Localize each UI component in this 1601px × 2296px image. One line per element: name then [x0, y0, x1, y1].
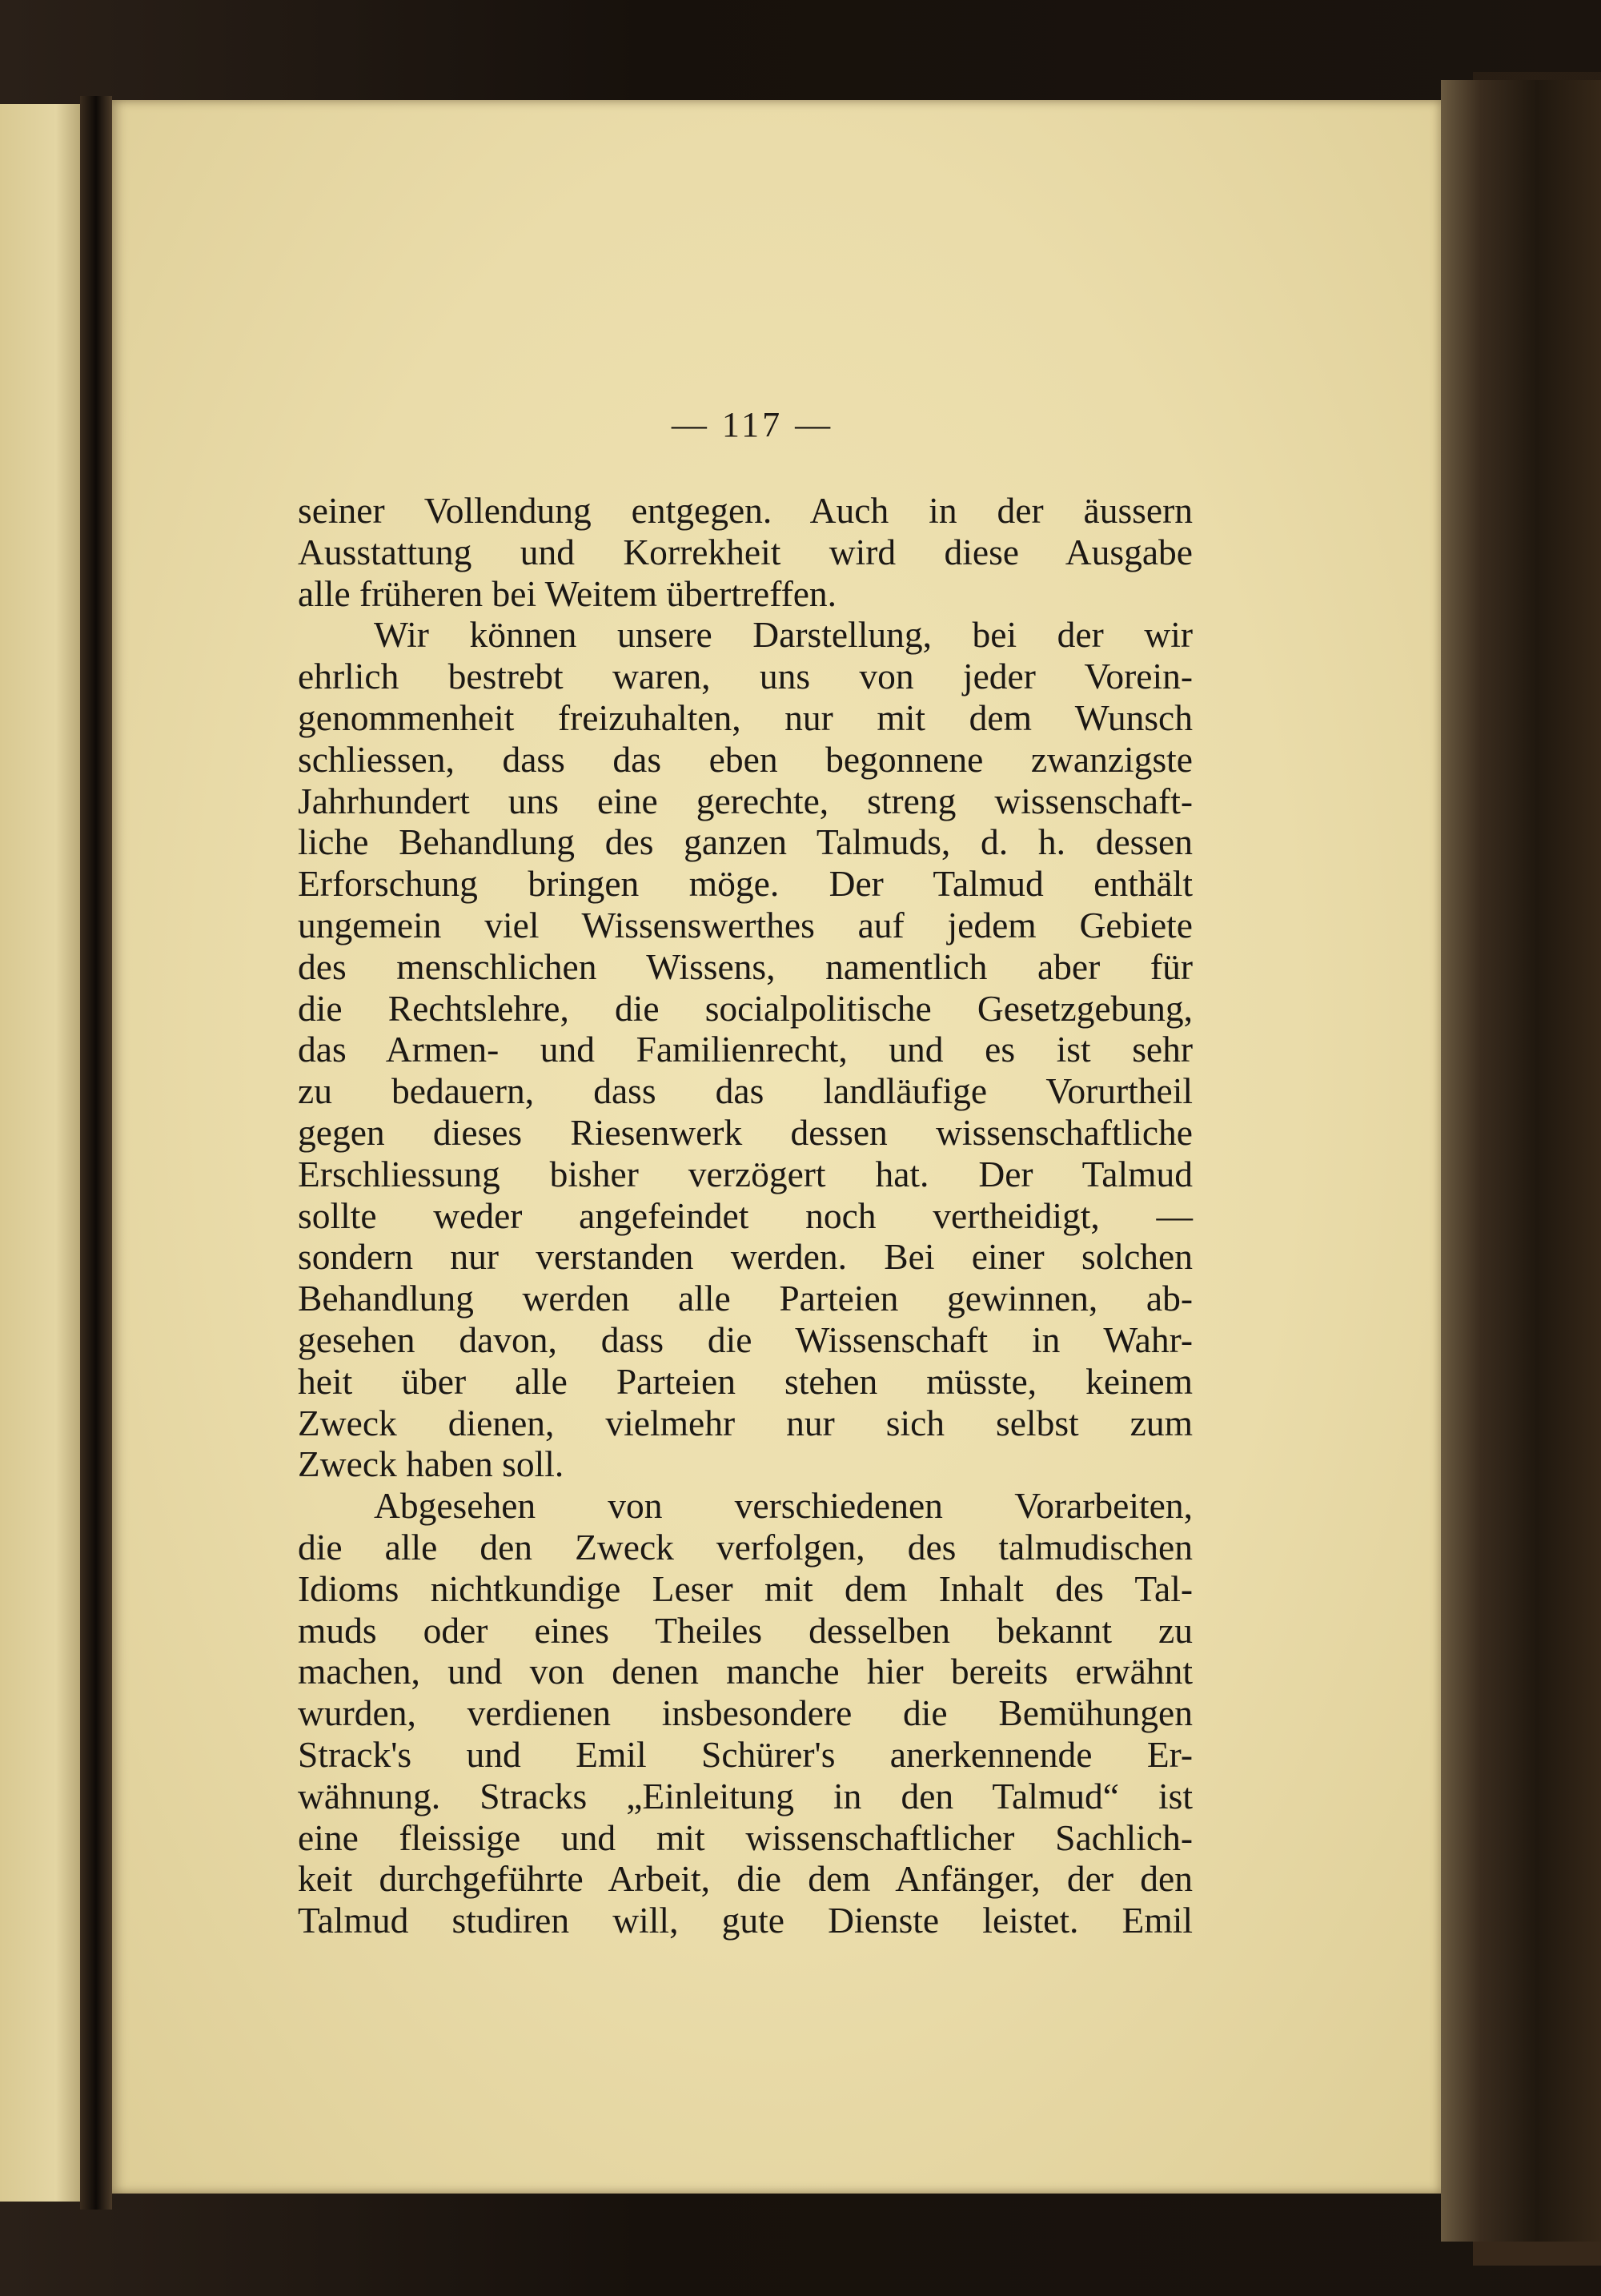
text-line: Talmud studiren will, gute Dienste leistet. Emil — [298, 1900, 1193, 1941]
text-line: Strack's und Emil Schürer's anerkennende Er- — [298, 1733, 1193, 1775]
text-line: Zweck dienen, vielmehr nur sich selbst zum — [298, 1402, 1193, 1443]
text-line: ungemein viel Wissenswerthes auf jedem Gebiete — [298, 904, 1193, 945]
page-number: — 117 — — [671, 405, 834, 444]
text-line: Jahrhundert uns eine gerechte, streng wissenschaft- — [298, 780, 1193, 821]
text-line: die alle den Zweck verfolgen, des talmudischen — [298, 1526, 1193, 1567]
text-line: Idioms nichtkundige Leser mit dem Inhalt des Tal- — [298, 1567, 1193, 1609]
text-line: machen, und von denen manche hier bereits erwähnt — [298, 1651, 1193, 1692]
text-line: wähnung. Stracks „Einleitung in den Talmud“ ist — [298, 1775, 1193, 1816]
text-line: des menschlichen Wissens, namentlich aber für — [298, 945, 1193, 987]
text-line: ehrlich bestrebt waren, uns von jeder Vorein- — [298, 656, 1193, 697]
text-line: sondern nur verstanden werden. Bei einer solchen — [298, 1236, 1193, 1278]
text-line: gesehen davon, dass die Wissenschaft in Wahr- — [298, 1319, 1193, 1360]
text-line: heit über alle Parteien stehen müsste, keinem — [298, 1360, 1193, 1402]
text-line: Abgesehen von verschiedenen Vorarbeiten, — [374, 1485, 1193, 1527]
text-line: gegen dieses Riesenwerk dessen wissenschaftliche — [298, 1111, 1193, 1153]
text-line: Behandlung werden alle Parteien gewinnen, ab- — [298, 1278, 1193, 1319]
text-line: schliessen, dass das eben begonnene zwanzigste — [298, 738, 1193, 780]
text-line: eine fleissige und mit wissenschaftlicher Sachlich- — [298, 1816, 1193, 1858]
text-line: seiner Vollendung entgegen. Auch in der äussern — [298, 490, 1193, 531]
text-line: alle früheren bei Weitem übertreffen. — [298, 572, 837, 614]
text-line: Wir können unsere Darstellung, bei der wir — [374, 614, 1193, 656]
text-line: muds oder eines Theiles desselben bekannt zu — [298, 1609, 1193, 1651]
text-line: zu bedauern, dass das landläufige Vorurtheil — [298, 1070, 1193, 1112]
text-line: keit durchgeführte Arbeit, die dem Anfänger, der den — [298, 1858, 1193, 1900]
text-line: genommenheit freizuhalten, nur mit dem Wunsch — [298, 696, 1193, 738]
text-line: die Rechtslehre, die socialpolitische Gesetzgebung, — [298, 987, 1193, 1029]
text-line: das Armen- und Familienrecht, und es ist sehr — [298, 1029, 1193, 1070]
text-line: Erforschung bringen möge. Der Talmud enthält — [298, 863, 1193, 905]
text-line: wurden, verdienen insbesondere die Bemühungen — [298, 1692, 1193, 1734]
text-line: Erschliessung bisher verzögert hat. Der Talmud — [298, 1153, 1193, 1194]
text-line: Ausstattung und Korrekheit wird diese Ausgabe — [298, 531, 1193, 572]
text-line: liche Behandlung des ganzen Talmuds, d. h. dessen — [298, 821, 1193, 863]
text-line: sollte weder angefeindet noch vertheidigt, — — [298, 1194, 1193, 1236]
text-line: Zweck haben soll. — [298, 1443, 564, 1485]
body-text — [298, 490, 1193, 1941]
